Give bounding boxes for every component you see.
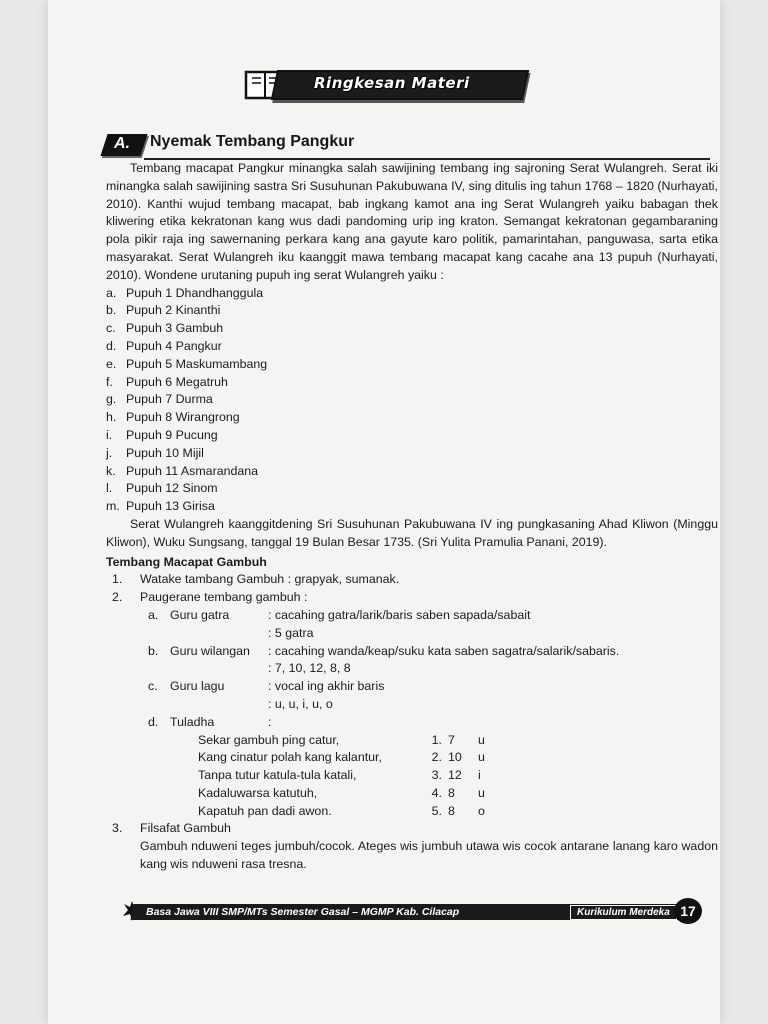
rule-value: : 7, 10, 12, 8, 8 (268, 661, 351, 676)
list-label: j. (106, 445, 113, 460)
example-count: 10 (448, 750, 462, 765)
item-text: Paugerane tembang gambuh : (140, 590, 308, 605)
curriculum-badge: Kurikulum Merdeka (570, 905, 677, 920)
example-no: 5. (431, 803, 442, 818)
document-page (48, 0, 720, 1024)
list-item (106, 409, 718, 427)
rule-name: Guru wilangan (170, 643, 250, 658)
gambuh-title: Tembang Macapat Gambuh (106, 554, 267, 569)
section-letter: A. (114, 135, 130, 152)
list-label: m. (106, 499, 120, 514)
example-text: Kapatuh pan dadi awon. (198, 803, 332, 818)
item-number: 3. (112, 821, 123, 836)
rule-letter: d. (148, 714, 159, 729)
list-text: Pupuh 8 Wirangrong (126, 410, 240, 425)
rule-value: : 5 gatra (268, 625, 314, 640)
list-item (106, 338, 718, 356)
example-count: 7 (448, 732, 455, 747)
list-label: a. (106, 285, 117, 300)
example-vowel: u (478, 785, 485, 800)
list-text: Pupuh 3 Gambuh (126, 321, 224, 336)
list-label: e. (106, 356, 117, 371)
gambuh-item-2 (106, 589, 718, 607)
example-line (198, 732, 718, 750)
summary-banner (244, 66, 534, 106)
list-text: Pupuh 5 Maskumambang (126, 356, 268, 371)
list-text: Pupuh 13 Girisa (126, 499, 215, 514)
list-item (106, 445, 718, 463)
example-count: 12 (448, 768, 462, 783)
list-label: k. (106, 463, 116, 478)
content-body (106, 160, 718, 874)
list-text: Pupuh 4 Pangkur (126, 338, 222, 353)
list-label: g. (106, 392, 117, 407)
example-vowel: u (478, 732, 485, 747)
list-text: Pupuh 10 Mijil (126, 445, 204, 460)
intro-paragraph: Tembang macapat Pangkur minangka salah sawijining tembang ing sajroning Serat Wulangreh. Serat iki minangka salah sawijining sastra Sri Susuhunan Pakubuwana IV, sing ditulis ing tahun 1768 – 1820 (Nurhayati, 2010). Kanthi wujud tembang macapat, bab ingkang kamot ana ing Serat Wulangreh yaiku babagan thek kliwering etika kekratonan kang wus dadi pandoming urip ing kraton. Semangat kekratonan gegambaraning pola pikir raja ing sawernaning perkara kang ana gayute karo politik, pamarintahan, panguwasa, sarta etika masyarakat. Serat Wulangreh iku kaanggit mawa tembang macapat kang cacahe ana 13 pupuh (Nurhayati, 2010). Wondene urutaning pupuh ing serat Wulangreh yaiku : (106, 161, 718, 282)
gambuh-item-1 (106, 571, 718, 589)
item-text: Filsafat Gambuh (140, 821, 231, 836)
gambuh-item-3 (106, 820, 718, 838)
list-text: Pupuh 6 Megatruh (126, 374, 228, 389)
list-label: l. (106, 481, 113, 496)
list-item (106, 356, 718, 374)
example-line (198, 785, 718, 803)
example-text: Kang cinatur polah kang kalantur, (198, 750, 382, 765)
list-item (106, 285, 718, 303)
list-item (106, 498, 718, 516)
example-count: 8 (448, 803, 455, 818)
example-line (198, 767, 718, 785)
list-label: c. (106, 321, 116, 336)
list-item (106, 302, 718, 320)
example-no: 4. (431, 785, 442, 800)
banner-title: Ringkesan Materi (314, 74, 470, 92)
rule-desc: : cacahing gatra/larik/baris saben sapada/sabait (268, 607, 531, 622)
section-title: Nyemak Tembang Pangkur (150, 133, 355, 150)
page-number: 17 (674, 898, 702, 924)
rule-row (140, 643, 718, 679)
rule-desc: : cacahing wanda/keap/suku kata saben sagatra/salarik/sabaris. (268, 643, 620, 658)
list-label: d. (106, 338, 117, 353)
list-label: b. (106, 303, 117, 318)
rule-row (140, 678, 718, 714)
list-item (106, 463, 718, 481)
closing-paragraph: Serat Wulangreh kaanggitdening Sri Susuhunan Pakubuwana IV ing pungkasaning Ahad Kliwon (Minggu Kliwon), Wuku Sungsang, tanggal 19 Bulan Besar 1735. (Sri Yulita Pramulia Panani, 2019). (106, 516, 718, 549)
rule-desc: : vocal ing akhir baris (268, 679, 385, 694)
list-text: Pupuh 7 Durma (126, 392, 213, 407)
list-item (106, 320, 718, 338)
rule-letter: c. (148, 679, 158, 694)
example-no: 2. (431, 750, 442, 765)
item-text: Watake tambang Gambuh : grapyak, sumanak. (140, 572, 400, 587)
example-vowel: o (478, 803, 485, 818)
philosophy-paragraph: Gambuh nduweni teges jumbuh/cocok. Ateges wis jumbuh utawa wis cocok antarane lanang karo wadon kang wis nduweni rasa tresna. (140, 839, 718, 872)
rule-letter: a. (148, 607, 159, 622)
rule-name: Guru lagu (170, 679, 225, 694)
list-text: Pupuh 9 Pucung (126, 427, 218, 442)
example-vowel: i (478, 768, 481, 783)
list-item (106, 391, 718, 409)
item-number: 2. (112, 590, 123, 605)
example-text: Kadaluwarsa katutuh, (198, 785, 318, 800)
example-text: Tanpa tutur katula-tula katali, (198, 768, 357, 783)
example-stanza (198, 732, 718, 821)
rule-row (140, 607, 718, 643)
page-footer (122, 896, 702, 926)
section-heading (104, 130, 704, 160)
rule-colon: : (268, 714, 272, 729)
rule-value: : u, u, i, u, o (268, 696, 333, 711)
pupuh-list (106, 285, 718, 516)
item-number: 1. (112, 572, 123, 587)
list-item (106, 427, 718, 445)
example-no: 1. (431, 732, 442, 747)
list-label: i. (106, 427, 113, 442)
list-label: h. (106, 410, 117, 425)
list-label: f. (106, 374, 113, 389)
example-count: 8 (448, 785, 455, 800)
list-text: Pupuh 2 Kinanthi (126, 303, 221, 318)
gambuh-rules (140, 607, 718, 821)
list-text: Pupuh 11 Asmarandana (126, 463, 259, 478)
list-text: Pupuh 12 Sinom (126, 481, 218, 496)
example-text: Sekar gambuh ping catur, (198, 732, 340, 747)
rule-name: Tuladha (170, 714, 215, 729)
list-text: Pupuh 1 Dhandhanggula (126, 285, 264, 300)
footer-text: Basa Jawa VIII SMP/MTs Semester Gasal – MGMP Kab. Cilacap (146, 906, 460, 918)
example-line (198, 803, 718, 821)
tuladha-row (140, 714, 718, 732)
rule-letter: b. (148, 643, 159, 658)
list-item (106, 480, 718, 498)
example-vowel: u (478, 750, 485, 765)
list-item (106, 374, 718, 392)
rule-name: Guru gatra (170, 607, 230, 622)
example-no: 3. (431, 768, 442, 783)
example-line (198, 749, 718, 767)
